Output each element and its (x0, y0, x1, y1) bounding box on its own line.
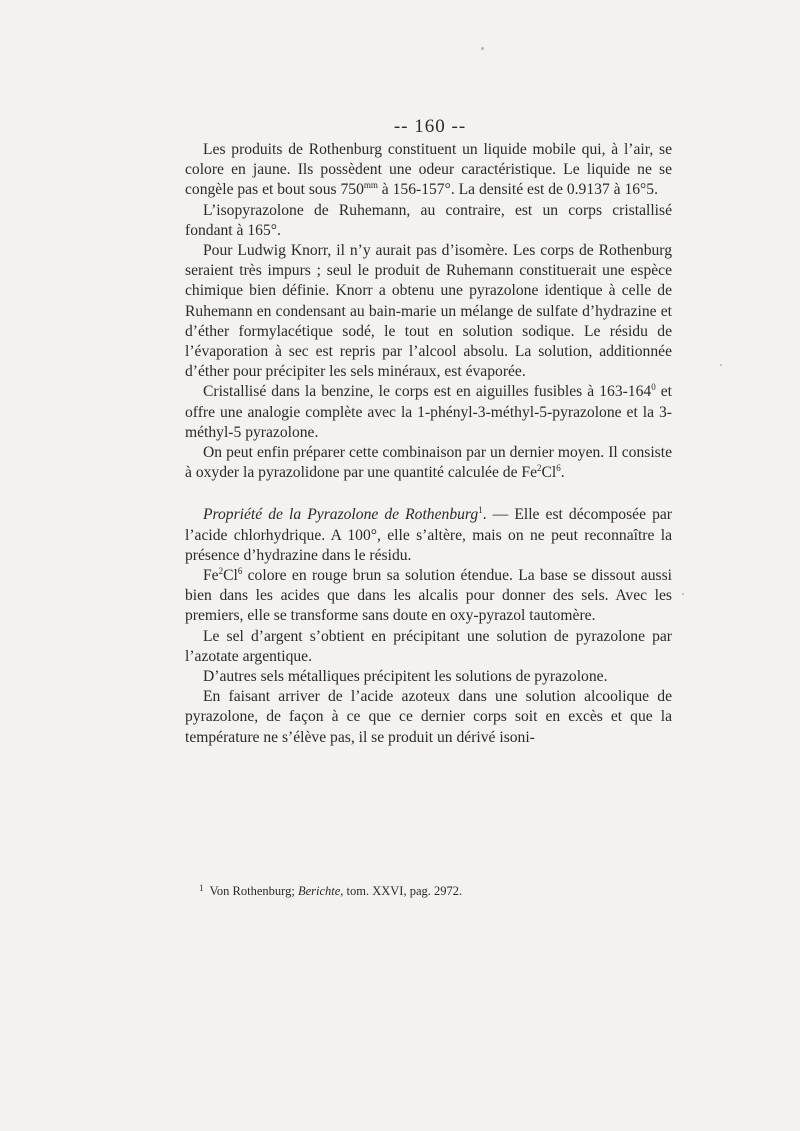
paragraph-5-superscript-1: 2 (537, 463, 542, 474)
paragraph-7-superscript-2: 6 (237, 565, 243, 576)
paragraph-7-text-c: colore en rouge brun sa solution étendue. La base se dissout aussi bien dans les acides que dans les alcalis pour donner des sels. Avec les premiers, elle se transforme sans doute en oxy-pyrazol tautomère. (185, 567, 672, 625)
paragraph-10: En faisant arriver de l’acide azoteux dans une solution alcoolique de pyrazolone, de façon à ce que ce dernier corps soit en excès et que la température ne s’élève pas, il se produit un dérivé isoni- (185, 688, 672, 746)
paragraph-3: Pour Ludwig Knorr, il n’y aurait pas d’isomère. Les corps de Rothenburg seraient très impurs ; seul le produit de Ruhemann constituerait une espèce chimique bien définie. Knorr a obtenu une pyrazolone identique à celle de Ruhemann en condensant au bain-marie un mélange de sulfate d’hydrazine et d’éther formylacétique sodé, le tout en solution sodique. Le résidu de l’évaporation à sec est repris par l’alcool absolu. La solution, additionnée d’éther pour précipiter les sels minéraux, est évaporée. (185, 242, 672, 381)
footnote-text-b: , tom. XXVI, pag. 2972. (340, 884, 463, 898)
footnote-text-a: Von Rothenburg; (209, 884, 298, 898)
section-body: . — Elle est décomposée par l’acide chlorhydrique. A 100°, elle s’altère, mais on ne peut reconnaître la présence d’hydrazine dans le résidu. (185, 506, 672, 564)
paragraph-1-superscript: mm (363, 180, 378, 191)
paragraph-8: Le sel d’argent s’obtient en précipitant une solution de pyrazolone par l’azotate argentique. (185, 627, 672, 665)
page-number: -- 160 -- (393, 116, 467, 137)
paragraph-5-text-a: On peut enfin préparer cette combinaison par un dernier moyen. Il consiste à oxyder la pyrazolidone par une quantité calculée de Fe (185, 444, 672, 482)
footnote-journal: Berichte (297, 884, 341, 898)
paragraph-9: D’autres sels métalliques précipitent les solutions de pyrazolone. (203, 668, 608, 686)
footnote-mark: 1 (199, 883, 204, 893)
footnote (199, 880, 669, 899)
paragraph-5-text-mid: Cl (541, 464, 557, 482)
body-text (185, 140, 672, 748)
paragraph-7 (185, 566, 672, 627)
paragraph-4-superscript: 0 (651, 382, 656, 393)
paragraph-5-text-end: . (560, 464, 565, 482)
paragraph-1-text: Les produits de Rothenburg constituent un liquide mobile qui, à l’air, se colore en jaune. Ils possèdent une odeur caractéristique. Le liquide ne se congèle pas et bout sous 750 (185, 141, 672, 199)
paragraph-1-tail: à 156-157°. La densité est de 0.9137 à 16°5. (377, 181, 658, 199)
footnote-reference: 1 (478, 505, 483, 516)
paragraph-5-superscript-2: 6 (556, 463, 561, 474)
paper-speck (481, 47, 484, 50)
paragraph-4-text-b: et offre une analogie complète avec la 1-phényl-3-méthyl-5-pyrazolone et la 3-méthyl-5 pyrazolone. (185, 383, 672, 441)
paragraph-4 (185, 382, 672, 443)
paragraph-2: L’isopyrazolone de Ruhemann, au contraire, est un corps cristallisé fondant à 165°. (185, 201, 672, 239)
section-title: Propriété de la Pyrazolone de Rothenburg (203, 506, 479, 524)
paper-speck (720, 364, 722, 366)
paragraph-7-superscript-1: 2 (218, 565, 224, 576)
paper-speck (682, 593, 684, 595)
section-paragraph (185, 505, 672, 566)
paragraph-4-text-a: Cristallisé dans la benzine, le corps est en aiguilles fusibles à 163-164 (203, 383, 652, 401)
paragraph-7-text-a: Fe (203, 567, 219, 585)
paragraph-1 (185, 140, 672, 201)
paragraph-7-text-b: Cl (223, 567, 238, 585)
paragraph-5 (185, 443, 672, 483)
